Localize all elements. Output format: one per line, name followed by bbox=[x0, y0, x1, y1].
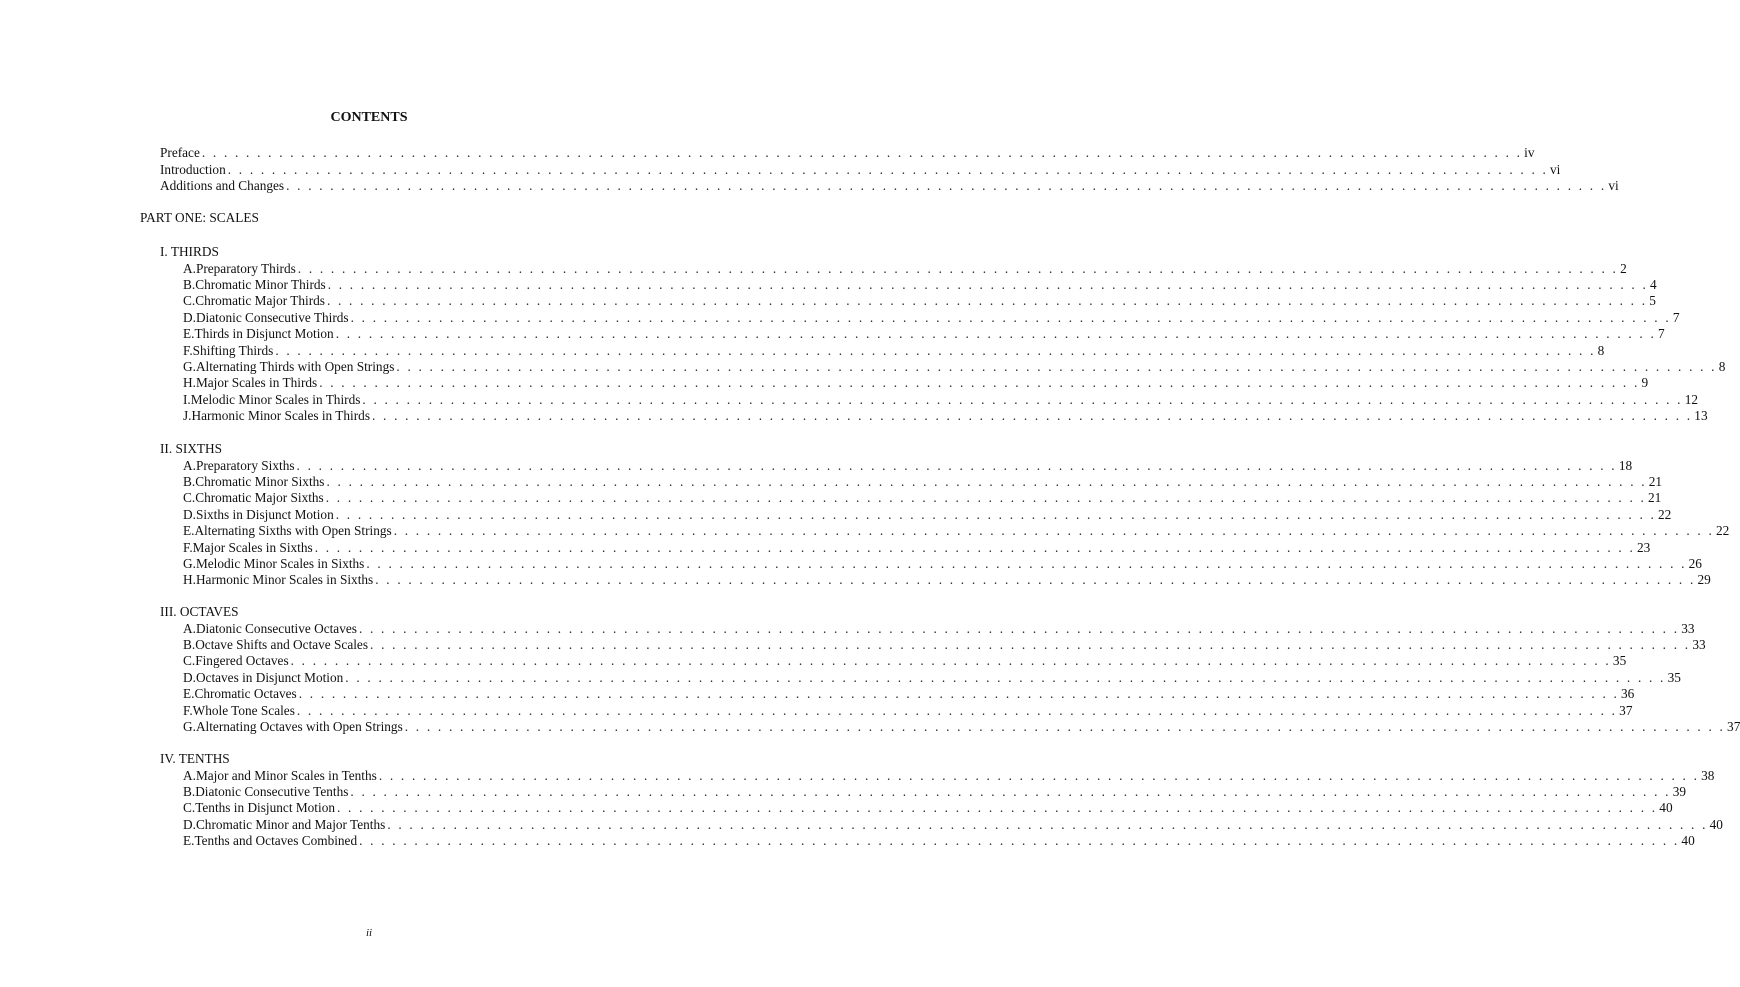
toc-entry-label: Introduction bbox=[160, 161, 226, 177]
toc-entry-page: 40 bbox=[1659, 800, 1673, 816]
toc-entry-page: 33 bbox=[1681, 620, 1695, 636]
dot-leader: . . . . . . . . . . . . . . . . . . . . . . . . . . . . . . . . . . . . . . . . . . . . . . . . . . . . . . . . . . . . . . . . . . . . . . . . . . . . . . . . . . . . . . . . . . . . . . . . . . . . . . . . . . . . . . . . . . . . . . . . bbox=[372, 408, 1693, 424]
toc-entry-letter: D. bbox=[183, 309, 196, 325]
dot-leader: . . . . . . . . . . . . . . . . . . . . . . . . . . . . . . . . . . . . . . . . . . . . . . . . . . . . . . . . . . . . . . . . . . . . . . . . . . . . . . . . . . . . . . . . . . . . . . . . . . . . . . . . . . . . . . . . . . . . . . . . bbox=[275, 342, 1596, 358]
toc-entry-letter: C. bbox=[183, 293, 196, 309]
toc-entry-letter: E. bbox=[183, 833, 195, 849]
toc-entry-label: Fingered Octaves bbox=[195, 653, 289, 669]
toc-entry bbox=[183, 325, 1665, 342]
toc-entry bbox=[183, 555, 1702, 572]
toc-entry bbox=[160, 144, 1535, 161]
toc-entry bbox=[183, 571, 1711, 588]
toc-entry-page: 5 bbox=[1649, 293, 1656, 309]
toc-entry-letter: B. bbox=[183, 276, 196, 292]
toc-entry-page: 8 bbox=[1718, 358, 1726, 374]
toc-entry-label: Diatonic Consecutive Tenths bbox=[195, 783, 349, 799]
toc-entry-letter: G. bbox=[183, 718, 196, 734]
toc-entry-letter: E. bbox=[183, 523, 195, 539]
toc-entry-letter: F. bbox=[183, 539, 193, 555]
toc-entry-label: Chromatic Minor and Major Tenths bbox=[195, 816, 386, 832]
toc-entry-letter: B. bbox=[183, 473, 196, 489]
toc-entry-letter: A. bbox=[183, 767, 196, 783]
toc-entry-page: 39 bbox=[1672, 783, 1686, 799]
toc-entry-page: 9 bbox=[1641, 375, 1649, 391]
toc-entry-letter: H. bbox=[183, 375, 196, 391]
toc-entry bbox=[160, 177, 1619, 194]
toc-entry-page: 23 bbox=[1637, 539, 1651, 555]
toc-entry-label: Diatonic Consecutive Octaves bbox=[195, 620, 357, 636]
toc-entry bbox=[183, 309, 1680, 326]
dot-leader: . . . . . . . . . . . . . . . . . . . . . . . . . . . . . . . . . . . . . . . . . . . . . . . . . . . . . . . . . . . . . . . . . . . . . . . . . . . . . . . . . . . . . . . . . . . . . . . . . . . . . . . . . . . . . . . . . . . . . . . . bbox=[337, 800, 1658, 816]
dot-leader: . . . . . . . . . . . . . . . . . . . . . . . . . . . . . . . . . . . . . . . . . . . . . . . . . . . . . . . . . . . . . . . . . . . . . . . . . . . . . . . . . . . . . . . . . . . . . . . . . . . . . . . . . . . . . . . . . . . . . . . . bbox=[326, 293, 1648, 309]
dot-leader: . . . . . . . . . . . . . . . . . . . . . . . . . . . . . . . . . . . . . . . . . . . . . . . . . . . . . . . . . . . . . . . . . . . . . . . . . . . . . . . . . . . . . . . . . . . . . . . . . . . . . . . . . . . . . . . . . . . . . . . . bbox=[404, 718, 1726, 734]
toc-entry-page: 4 bbox=[1650, 276, 1657, 292]
toc-entry-letter: D. bbox=[183, 669, 196, 685]
toc-entry bbox=[183, 669, 1681, 686]
toc-entry-page: 22 bbox=[1658, 506, 1672, 522]
toc-entry-label: Octave Shifts and Octave Scales bbox=[195, 636, 369, 652]
toc-entry-label: Preparatory Thirds bbox=[195, 260, 296, 276]
dot-leader: . . . . . . . . . . . . . . . . . . . . . . . . . . . . . . . . . . . . . . . . . . . . . . . . . . . . . . . . . . . . . . . . . . . . . . . . . . . . . . . . . . . . . . . . . . . . . . . . . . . . . . . . . . . . . . . . . . . . . . . . bbox=[362, 391, 1683, 407]
toc-entry-page: 26 bbox=[1688, 555, 1702, 571]
toc-entry-label: Melodic Minor Scales in Thirds bbox=[190, 391, 361, 407]
toc-entry-page: 29 bbox=[1697, 572, 1711, 588]
toc-entry bbox=[183, 620, 1695, 637]
dot-leader: . . . . . . . . . . . . . . . . . . . . . . . . . . . . . . . . . . . . . . . . . . . . . . . . . . . . . . . . . . . . . . . . . . . . . . . . . . . . . . . . . . . . . . . . . . . . . . . . . . . . . . . . . . . . . . . . . . . . . . . . bbox=[396, 358, 1717, 374]
toc-entry-page: 37 bbox=[1727, 718, 1740, 734]
dot-leader: . . . . . . . . . . . . . . . . . . . . . . . . . . . . . . . . . . . . . . . . . . . . . . . . . . . . . . . . . . . . . . . . . . . . . . . . . . . . . . . . . . . . . . . . . . . . . . . . . . . . . . . . . . . . . . . . . . . . . . . . bbox=[366, 555, 1687, 571]
toc-entry-letter: F. bbox=[183, 702, 193, 718]
toc-entry-letter: B. bbox=[183, 636, 196, 652]
toc-entry bbox=[183, 832, 1695, 849]
toc-entry-page: 12 bbox=[1684, 391, 1698, 407]
dot-leader: . . . . . . . . . . . . . . . . . . . . . . . . . . . . . . . . . . . . . . . . . . . . . . . . . . . . . . . . . . . . . . . . . . . . . . . . . . . . . . . . . . . . . . . . . . . . . . . . . . . . . . . . . . . . . . . . . . . . . . . . bbox=[326, 473, 1647, 489]
dot-leader: . . . . . . . . . . . . . . . . . . . . . . . . . . . . . . . . . . . . . . . . . . . . . . . . . . . . . . . . . . . . . . . . . . . . . . . . . . . . . . . . . . . . . . . . . . . . . . . . . . . . . . . . . . . . . . . . . . . . . . . . bbox=[359, 833, 1680, 849]
dot-leader: . . . . . . . . . . . . . . . . . . . . . . . . . . . . . . . . . . . . . . . . . . . . . . . . . . . . . . . . . . . . . . . . . . . . . . . . . . . . . . . . . . . . . . . . . . . . . . . . . . . . . . . . . . . . . . . . . . . . . . . . bbox=[335, 326, 1656, 342]
toc-entry bbox=[183, 276, 1657, 293]
toc-entry-letter: E. bbox=[183, 686, 195, 702]
toc-entry-letter: G. bbox=[183, 358, 196, 374]
toc-entry-letter: D. bbox=[183, 506, 196, 522]
toc-entry bbox=[183, 799, 1673, 816]
toc-entry bbox=[183, 816, 1723, 833]
toc-entry-letter: H. bbox=[183, 572, 196, 588]
toc-entry-letter: D. bbox=[183, 816, 196, 832]
dot-leader: . . . . . . . . . . . . . . . . . . . . . . . . . . . . . . . . . . . . . . . . . . . . . . . . . . . . . . . . . . . . . . . . . . . . . . . . . . . . . . . . . . . . . . . . . . . . . . . . . . . . . . . . . . . . . . . . . . . . . . . . bbox=[296, 702, 1618, 718]
toc-entry-label: Harmonic Minor Scales in Sixths bbox=[195, 572, 374, 588]
toc-entry-letter: B. bbox=[183, 783, 196, 799]
toc-entry bbox=[183, 522, 1730, 539]
toc-entry-label: Alternating Octaves with Open Strings bbox=[195, 718, 403, 734]
page-number: ii bbox=[365, 927, 373, 939]
toc-entry-letter: A. bbox=[183, 457, 196, 473]
toc-entry-page: 7 bbox=[1672, 309, 1680, 325]
toc-entry-label: Chromatic Octaves bbox=[194, 686, 297, 702]
toc-entry bbox=[183, 539, 1651, 556]
toc-entry-letter: A. bbox=[183, 260, 196, 276]
toc-entry-label: Major and Minor Scales in Tenths bbox=[195, 767, 377, 783]
toc-entry bbox=[183, 718, 1740, 735]
toc-entry bbox=[183, 652, 1627, 669]
toc-entry-label: Thirds in Disjunct Motion bbox=[194, 326, 334, 342]
toc-entry-page: 38 bbox=[1701, 767, 1715, 783]
toc-entry-label: Tenths in Disjunct Motion bbox=[195, 800, 335, 816]
toc-entry-letter: C. bbox=[183, 653, 196, 669]
toc-entry-label: Chromatic Major Sixths bbox=[195, 490, 324, 506]
toc-entry-letter: E. bbox=[183, 326, 195, 342]
toc-entry-label: Chromatic Major Thirds bbox=[195, 293, 325, 309]
dot-leader: . . . . . . . . . . . . . . . . . . . . . . . . . . . . . . . . . . . . . . . . . . . . . . . . . . . . . . . . . . . . . . . . . . . . . . . . . . . . . . . . . . . . . . . . . . . . . . . . . . . . . . . . . . . . . . . . . . . . . . . . bbox=[350, 309, 1671, 325]
toc-entry-page: vi bbox=[1608, 178, 1619, 193]
toc-entry bbox=[183, 260, 1627, 277]
dot-leader: . . . . . . . . . . . . . . . . . . . . . . . . . . . . . . . . . . . . . . . . . . . . . . . . . . . . . . . . . . . . . . . . . . . . . . . . . . . . . . . . . . . . . . . . . . . . . . . . . . . . . . . . . . . . . . . . . . . . . . . . bbox=[296, 457, 1617, 473]
toc-entry-page: 8 bbox=[1597, 342, 1605, 358]
dot-leader: . . . . . . . . . . . . . . . . . . . . . . . . . . . . . . . . . . . . . . . . . . . . . . . . . . . . . . . . . . . . . . . . . . . . . . . . . . . . . . . . . . . . . . . . . . . . . . . . . . . . . . . . . . . . . . . . . . . . . . . . bbox=[298, 686, 1620, 702]
toc-entry-page: 35 bbox=[1612, 653, 1627, 669]
toc-entry bbox=[183, 292, 1656, 309]
toc-entry-page: 37 bbox=[1619, 702, 1633, 718]
toc-entry-label: Major Scales in Thirds bbox=[195, 375, 318, 391]
toc-entry-label: Diatonic Consecutive Thirds bbox=[195, 309, 349, 325]
toc-entry-label: Alternating Thirds with Open Strings bbox=[195, 358, 395, 374]
part-heading: PART ONE: SCALES bbox=[140, 210, 259, 225]
toc-entry bbox=[183, 374, 1649, 391]
toc-entry bbox=[183, 685, 1635, 702]
section-heading: II. SIXTHS bbox=[160, 441, 223, 456]
toc-entry bbox=[183, 407, 1708, 424]
toc-entry-label: Chromatic Minor Thirds bbox=[195, 276, 326, 292]
toc-entry bbox=[183, 489, 1662, 506]
toc-entry bbox=[183, 767, 1715, 784]
toc-entry-label: Sixths in Disjunct Motion bbox=[195, 506, 334, 522]
toc-entry-letter: J. bbox=[183, 408, 192, 424]
toc-entry-label: Whole Tone Scales bbox=[192, 702, 295, 718]
toc-entry-label: Preparatory Sixths bbox=[195, 457, 295, 473]
toc-entry bbox=[183, 358, 1726, 375]
dot-leader: . . . . . . . . . . . . . . . . . . . . . . . . . . . . . . . . . . . . . . . . . . . . . . . . . . . . . . . . . . . . . . . . . . . . . . . . . . . . . . . . . . . . . . . . . . . . . . . . . . . . . . . . . . . . . . . . . . . . . . . . bbox=[314, 539, 1635, 555]
dot-leader: . . . . . . . . . . . . . . . . . . . . . . . . . . . . . . . . . . . . . . . . . . . . . . . . . . . . . . . . . . . . . . . . . . . . . . . . . . . . . . . . . . . . . . . . . . . . . . . . . . . . . . . . . . . . . . . . . . . . . . . . bbox=[375, 572, 1696, 588]
dot-leader: . . . . . . . . . . . . . . . . . . . . . . . . . . . . . . . . . . . . . . . . . . . . . . . . . . . . . . . . . . . . . . . . . . . . . . . . . . . . . . . . . . . . . . . . . . . . . . . . . . . . . . . . . . . . . . . . . . . . . . . . bbox=[350, 783, 1671, 799]
toc-entry-letter: G. bbox=[183, 555, 196, 571]
toc-entry-label: Alternating Sixths with Open Strings bbox=[194, 523, 392, 539]
toc-entry-page: 21 bbox=[1648, 473, 1663, 489]
toc-entry-page: 36 bbox=[1621, 686, 1635, 702]
dot-leader: . . . . . . . . . . . . . . . . . . . . . . . . . . . . . . . . . . . . . . . . . . . . . . . . . . . . . . . . . . . . . . . . . . . . . . . . . . . . . . . . . . . . . . . . . . . . . . . . . . . . . . . . . . . . . . . . . . . . . . . . bbox=[370, 636, 1691, 652]
dot-leader: . . . . . . . . . . . . . . . . . . . . . . . . . . . . . . . . . . . . . . . . . . . . . . . . . . . . . . . . . . . . . . . . . . . . . . . . . . . . . . . . . . . . . . . . . . . . . . . . . . . . . . . . . . . . . . . . . . . . . . . . bbox=[286, 178, 1607, 193]
toc-entry bbox=[160, 161, 1561, 178]
toc-entry bbox=[183, 506, 1672, 523]
toc-entry-page: 40 bbox=[1681, 833, 1695, 849]
toc-entry-label: Harmonic Minor Scales in Thirds bbox=[191, 408, 370, 424]
toc-entry-page: iv bbox=[1524, 145, 1535, 160]
toc-entry-page: 21 bbox=[1648, 490, 1662, 506]
toc-entry bbox=[183, 391, 1698, 408]
toc-entry-label: Melodic Minor Scales in Sixths bbox=[195, 555, 365, 571]
section-heading: I. THIRDS bbox=[160, 244, 219, 259]
toc-entry-page: 35 bbox=[1667, 669, 1681, 685]
toc-entry bbox=[183, 783, 1686, 800]
toc-entry-page: 22 bbox=[1715, 523, 1730, 539]
toc-entry bbox=[183, 342, 1605, 359]
dot-leader: . . . . . . . . . . . . . . . . . . . . . . . . . . . . . . . . . . . . . . . . . . . . . . . . . . . . . . . . . . . . . . . . . . . . . . . . . . . . . . . . . . . . . . . . . . . . . . . . . . . . . . . . . . . . . . . . . . . . . . . . bbox=[358, 620, 1680, 636]
toc-entry-page: vi bbox=[1550, 161, 1561, 177]
toc-entry-letter: C. bbox=[183, 800, 196, 816]
section-heading: IV. TENTHS bbox=[160, 751, 230, 766]
toc-entry-letter: A. bbox=[183, 620, 196, 636]
dot-leader: . . . . . . . . . . . . . . . . . . . . . . . . . . . . . . . . . . . . . . . . . . . . . . . . . . . . . . . . . . . . . . . . . . . . . . . . . . . . . . . . . . . . . . . . . . . . . . . . . . . . . . . . . . . . . . . . . . . . . . . . bbox=[345, 669, 1666, 685]
toc-entry-label: Tenths and Octaves Combined bbox=[194, 833, 358, 849]
toc-entry bbox=[183, 457, 1633, 474]
toc-entry bbox=[183, 473, 1663, 490]
toc-entry-label: Major Scales in Sixths bbox=[192, 539, 313, 555]
dot-leader: . . . . . . . . . . . . . . . . . . . . . . . . . . . . . . . . . . . . . . . . . . . . . . . . . . . . . . . . . . . . . . . . . . . . . . . . . . . . . . . . . . . . . . . . . . . . . . . . . . . . . . . . . . . . . . . . . . . . . . . . bbox=[227, 161, 1549, 177]
toc-entry-label: Chromatic Minor Sixths bbox=[195, 473, 325, 489]
toc-entry-label: Preface bbox=[160, 145, 200, 160]
dot-leader: . . . . . . . . . . . . . . . . . . . . . . . . . . . . . . . . . . . . . . . . . . . . . . . . . . . . . . . . . . . . . . . . . . . . . . . . . . . . . . . . . . . . . . . . . . . . . . . . . . . . . . . . . . . . . . . . . . . . . . . . bbox=[290, 653, 1611, 669]
toc-entry bbox=[183, 702, 1633, 719]
dot-leader: . . . . . . . . . . . . . . . . . . . . . . . . . . . . . . . . . . . . . . . . . . . . . . . . . . . . . . . . . . . . . . . . . . . . . . . . . . . . . . . . . . . . . . . . . . . . . . . . . . . . . . . . . . . . . . . . . . . . . . . . bbox=[325, 490, 1647, 506]
toc-entry-label: Shifting Thirds bbox=[192, 342, 274, 358]
dot-leader: . . . . . . . . . . . . . . . . . . . . . . . . . . . . . . . . . . . . . . . . . . . . . . . . . . . . . . . . . . . . . . . . . . . . . . . . . . . . . . . . . . . . . . . . . . . . . . . . . . . . . . . . . . . . . . . . . . . . . . . . bbox=[393, 523, 1714, 539]
toc-entry-letter: I. bbox=[183, 391, 191, 407]
toc-entry-page: 2 bbox=[1620, 260, 1627, 276]
toc-entry-page: 18 bbox=[1618, 457, 1633, 473]
toc-entry-letter: C. bbox=[183, 490, 196, 506]
toc-entry-letter: F. bbox=[183, 342, 193, 358]
section-heading: III. OCTAVES bbox=[160, 604, 239, 619]
dot-leader: . . . . . . . . . . . . . . . . . . . . . . . . . . . . . . . . . . . . . . . . . . . . . . . . . . . . . . . . . . . . . . . . . . . . . . . . . . . . . . . . . . . . . . . . . . . . . . . . . . . . . . . . . . . . . . . . . . . . . . . . bbox=[201, 145, 1523, 160]
dot-leader: . . . . . . . . . . . . . . . . . . . . . . . . . . . . . . . . . . . . . . . . . . . . . . . . . . . . . . . . . . . . . . . . . . . . . . . . . . . . . . . . . . . . . . . . . . . . . . . . . . . . . . . . . . . . . . . . . . . . . . . . bbox=[327, 276, 1648, 292]
toc-entry-page: 40 bbox=[1709, 816, 1723, 832]
toc-entry-page: 13 bbox=[1694, 408, 1708, 424]
dot-leader: . . . . . . . . . . . . . . . . . . . . . . . . . . . . . . . . . . . . . . . . . . . . . . . . . . . . . . . . . . . . . . . . . . . . . . . . . . . . . . . . . . . . . . . . . . . . . . . . . . . . . . . . . . . . . . . . . . . . . . . . bbox=[378, 767, 1700, 783]
dot-leader: . . . . . . . . . . . . . . . . . . . . . . . . . . . . . . . . . . . . . . . . . . . . . . . . . . . . . . . . . . . . . . . . . . . . . . . . . . . . . . . . . . . . . . . . . . . . . . . . . . . . . . . . . . . . . . . . . . . . . . . . bbox=[319, 375, 1640, 391]
toc-entry-page: 33 bbox=[1692, 636, 1706, 652]
toc-entry bbox=[183, 636, 1706, 653]
toc-entry-page: 7 bbox=[1658, 326, 1665, 342]
dot-leader: . . . . . . . . . . . . . . . . . . . . . . . . . . . . . . . . . . . . . . . . . . . . . . . . . . . . . . . . . . . . . . . . . . . . . . . . . . . . . . . . . . . . . . . . . . . . . . . . . . . . . . . . . . . . . . . . . . . . . . . . bbox=[335, 506, 1657, 522]
toc-entry-label: Octaves in Disjunct Motion bbox=[195, 669, 344, 685]
toc-entry-label: Additions and Changes bbox=[160, 178, 285, 193]
page-title: CONTENTS bbox=[330, 110, 408, 125]
dot-leader: . . . . . . . . . . . . . . . . . . . . . . . . . . . . . . . . . . . . . . . . . . . . . . . . . . . . . . . . . . . . . . . . . . . . . . . . . . . . . . . . . . . . . . . . . . . . . . . . . . . . . . . . . . . . . . . . . . . . . . . . bbox=[387, 816, 1708, 832]
dot-leader: . . . . . . . . . . . . . . . . . . . . . . . . . . . . . . . . . . . . . . . . . . . . . . . . . . . . . . . . . . . . . . . . . . . . . . . . . . . . . . . . . . . . . . . . . . . . . . . . . . . . . . . . . . . . . . . . . . . . . . . . bbox=[297, 260, 1619, 276]
